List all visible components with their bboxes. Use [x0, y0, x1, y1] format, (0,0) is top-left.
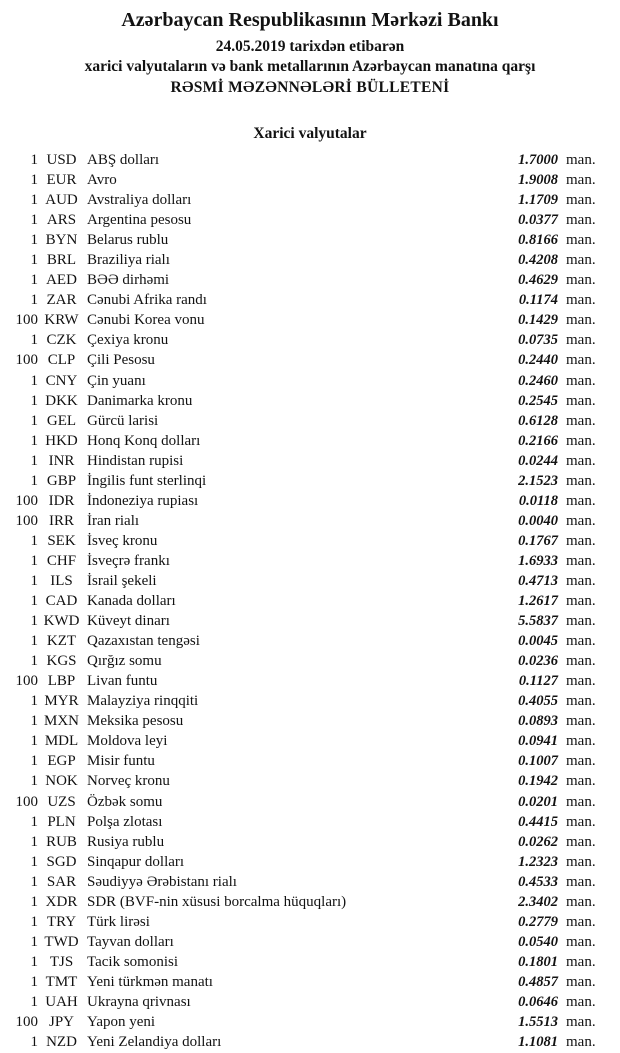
rate-cell: 2.3402 — [518, 893, 558, 910]
rate-cell: 0.4208 — [518, 252, 558, 269]
code-cell: SGD — [46, 853, 77, 870]
name-cell: BƏƏ dirhəmi — [87, 272, 170, 289]
rate-row — [0, 932, 602, 952]
name-cell: Misir funtu — [87, 753, 155, 770]
name-cell: Səudiyyə Ərəbistanı rialı — [87, 873, 237, 890]
unit-cell: man. — [566, 332, 596, 349]
bank-title: Azərbaycan Respublikasının Mərkəzi Bankı — [121, 9, 499, 31]
name-cell: Ukrayna qrivnası — [87, 993, 191, 1010]
code-cell: KRW — [44, 312, 79, 329]
unit-cell: man. — [566, 913, 596, 930]
unit-cell: man. — [566, 432, 596, 449]
rate-row — [0, 751, 602, 771]
qty-cell: 1 — [30, 292, 38, 309]
code-cell: PLN — [47, 813, 76, 830]
code-cell: ZAR — [46, 292, 77, 309]
section-title-foreign-currencies: Xarici valyutalar — [253, 125, 367, 142]
rate-row — [0, 371, 602, 391]
rate-cell: 0.0045 — [518, 633, 558, 650]
rate-row — [0, 611, 602, 631]
code-cell: CZK — [46, 332, 77, 349]
unit-cell: man. — [566, 753, 596, 770]
unit-cell: man. — [566, 552, 596, 569]
qty-cell: 1 — [30, 913, 38, 930]
rate-row — [0, 150, 602, 170]
rate-row — [0, 792, 602, 812]
rate-row — [0, 330, 602, 350]
code-cell: GEL — [46, 412, 77, 429]
unit-cell: man. — [566, 713, 596, 730]
qty-cell: 1 — [30, 613, 38, 630]
code-cell: BYN — [45, 232, 78, 249]
code-cell: SAR — [46, 873, 77, 890]
unit-cell: man. — [566, 1014, 596, 1031]
name-cell: ABŞ dolları — [87, 152, 160, 168]
rate-cell: 0.0236 — [518, 653, 558, 670]
name-cell: Çin yuanı — [87, 372, 146, 389]
code-cell: MYR — [44, 693, 79, 710]
rate-cell: 0.2545 — [518, 392, 558, 409]
rate-row — [0, 491, 602, 511]
rate-row — [0, 972, 602, 992]
name-cell: Gürcü larisi — [87, 412, 159, 429]
name-cell: Küveyt dinarı — [87, 613, 170, 630]
unit-cell: man. — [566, 572, 596, 589]
name-cell: Çili Pesosu — [87, 352, 155, 369]
qty-cell: 1 — [30, 953, 38, 970]
name-cell: İngilis funt sterlinqi — [87, 472, 207, 489]
rate-cell: 0.2440 — [518, 352, 558, 369]
rate-cell: 0.0377 — [518, 212, 558, 229]
name-cell: Cənubi Korea vonu — [87, 312, 205, 329]
qty-cell: 100 — [15, 1014, 38, 1031]
name-cell: Yeni türkmən manatı — [87, 973, 213, 990]
rate-row — [0, 731, 602, 751]
rate-row — [0, 170, 602, 190]
code-cell: CLP — [47, 352, 76, 369]
rate-row — [0, 350, 602, 370]
code-cell: EGP — [47, 753, 76, 770]
qty-cell: 1 — [30, 733, 38, 750]
rate-cell: 0.1942 — [518, 773, 558, 790]
code-cell: CAD — [45, 593, 78, 610]
code-cell: JPY — [48, 1014, 74, 1031]
subject-line: xarici valyutaların və bank metallarının Azərbaycan manatına qarşı — [84, 58, 536, 75]
name-cell: Qazaxıstan tengəsi — [87, 633, 200, 650]
unit-cell: man. — [566, 693, 596, 710]
qty-cell: 1 — [30, 552, 38, 569]
rate-cell: 1.7000 — [518, 152, 558, 168]
unit-cell: man. — [566, 172, 596, 189]
code-cell: DKK — [45, 392, 78, 409]
unit-cell: man. — [566, 973, 596, 990]
unit-cell: man. — [566, 232, 596, 249]
rate-row — [0, 892, 602, 912]
qty-cell: 1 — [30, 432, 38, 449]
rate-cell: 0.1801 — [518, 953, 558, 970]
code-cell: UAH — [45, 993, 78, 1010]
rate-cell: 1.6933 — [518, 552, 558, 569]
name-cell: SDR (BVF-nin xüsusi borcalma hüquqları) — [87, 893, 347, 910]
qty-cell: 100 — [15, 673, 38, 690]
unit-cell: man. — [566, 252, 596, 269]
unit-cell: man. — [566, 312, 596, 329]
unit-cell: man. — [566, 152, 596, 168]
qty-cell: 1 — [30, 973, 38, 990]
qty-cell: 1 — [30, 593, 38, 610]
code-cell: AUD — [45, 192, 78, 209]
unit-cell: man. — [566, 813, 596, 830]
rate-cell: 0.0735 — [518, 332, 558, 349]
rate-cell: 1.2323 — [518, 853, 558, 870]
qty-cell: 1 — [30, 392, 38, 409]
rate-row — [0, 551, 602, 571]
qty-cell: 1 — [30, 993, 38, 1010]
rate-cell: 0.0646 — [518, 993, 558, 1010]
unit-cell: man. — [566, 613, 596, 630]
name-cell: Tacik somonisi — [87, 953, 179, 970]
rate-row — [0, 591, 602, 611]
name-cell: Argentina pesosu — [87, 212, 192, 229]
rate-row — [0, 230, 602, 250]
rate-cell: 0.1127 — [518, 673, 558, 690]
qty-cell: 1 — [30, 372, 38, 389]
qty-cell: 1 — [30, 713, 38, 730]
rate-row — [0, 250, 602, 270]
code-cell: KGS — [46, 653, 77, 670]
rate-row — [0, 691, 602, 711]
name-cell: Avro — [87, 172, 117, 189]
unit-cell: man. — [566, 833, 596, 850]
qty-cell: 1 — [30, 572, 38, 589]
code-cell: TWD — [44, 933, 79, 950]
rate-row — [0, 852, 602, 872]
code-cell: XDR — [45, 893, 78, 910]
qty-cell: 1 — [30, 653, 38, 670]
rate-row — [0, 310, 602, 330]
code-cell: TJS — [49, 953, 74, 970]
unit-cell: man. — [566, 452, 596, 469]
unit-cell: man. — [566, 212, 596, 229]
name-cell: İndoneziya rupiası — [87, 492, 199, 509]
qty-cell: 1 — [30, 332, 38, 349]
qty-cell: 1 — [30, 192, 38, 209]
unit-cell: man. — [566, 593, 596, 610]
rate-cell: 0.4713 — [518, 572, 558, 589]
rate-cell: 5.5837 — [518, 613, 558, 630]
unit-cell: man. — [566, 873, 596, 890]
code-cell: USD — [46, 152, 77, 168]
qty-cell: 1 — [30, 633, 38, 650]
name-cell: Danimarka kronu — [87, 392, 193, 409]
code-cell: AED — [46, 272, 77, 289]
rate-cell: 0.0893 — [518, 713, 558, 730]
code-cell: EUR — [46, 172, 77, 189]
rate-row — [0, 270, 602, 290]
qty-cell: 1 — [30, 172, 38, 189]
rate-row — [0, 812, 602, 832]
qty-cell: 1 — [30, 272, 38, 289]
bulletin-title: RƏSMİ MƏZƏNNƏLƏRİ BÜLLETENİ — [170, 79, 450, 96]
rate-cell: 0.4533 — [518, 873, 558, 890]
code-cell: BRL — [46, 252, 77, 269]
name-cell: Meksika pesosu — [87, 713, 184, 730]
name-cell: Türk lirəsi — [87, 913, 150, 930]
code-cell: LBP — [47, 673, 76, 690]
code-cell: NZD — [46, 1034, 77, 1051]
rate-row — [0, 411, 602, 431]
name-cell: Qırğız somu — [87, 653, 162, 670]
rate-row — [0, 651, 602, 671]
rate-cell: 0.2779 — [518, 913, 558, 930]
rate-row — [0, 711, 602, 731]
qty-cell: 1 — [30, 773, 38, 790]
name-cell: Hindistan rupisi — [87, 452, 184, 469]
rate-row — [0, 872, 602, 892]
rate-cell: 0.0201 — [518, 793, 558, 810]
code-cell: CNY — [45, 372, 78, 389]
rate-cell: 0.8166 — [518, 232, 558, 249]
qty-cell: 1 — [30, 873, 38, 890]
name-cell: Norveç kronu — [87, 773, 170, 790]
unit-cell: man. — [566, 292, 596, 309]
rate-row — [0, 571, 602, 591]
rate-row — [0, 511, 602, 531]
qty-cell: 1 — [30, 933, 38, 950]
rate-cell: 1.5513 — [518, 1014, 558, 1031]
name-cell: Yapon yeni — [87, 1014, 156, 1031]
qty-cell: 1 — [30, 212, 38, 229]
name-cell: İran rialı — [87, 512, 140, 529]
rate-cell: 0.0262 — [518, 833, 558, 850]
code-cell: GBP — [46, 472, 77, 489]
rate-cell: 0.1767 — [518, 532, 558, 549]
name-cell: Rusiya rublu — [87, 833, 165, 850]
unit-cell: man. — [566, 993, 596, 1010]
qty-cell: 1 — [30, 412, 38, 429]
qty-cell: 1 — [30, 893, 38, 910]
name-cell: Honq Konq dolları — [87, 432, 201, 449]
name-cell: Avstraliya dolları — [87, 192, 192, 209]
rate-row — [0, 391, 602, 411]
code-cell: UZS — [47, 793, 76, 810]
rate-cell: 0.0540 — [518, 933, 558, 950]
rate-row — [0, 431, 602, 451]
rate-cell: 0.1174 — [518, 292, 558, 309]
rate-row — [0, 190, 602, 210]
rate-row — [0, 912, 602, 932]
name-cell: Kanada dolları — [87, 593, 176, 610]
unit-cell: man. — [566, 472, 596, 489]
rate-row — [0, 952, 602, 972]
code-cell: ILS — [50, 572, 73, 589]
code-cell: CHF — [46, 552, 77, 569]
name-cell: Yeni Zelandiya dolları — [87, 1034, 222, 1051]
name-cell: Belarus rublu — [87, 232, 169, 249]
rate-cell: 0.4415 — [518, 813, 558, 830]
rate-cell: 0.2166 — [518, 432, 558, 449]
name-cell: İsveçrə frankı — [87, 552, 170, 569]
qty-cell: 100 — [15, 492, 38, 509]
qty-cell: 1 — [30, 833, 38, 850]
unit-cell: man. — [566, 853, 596, 870]
qty-cell: 1 — [30, 152, 38, 168]
rate-cell: 0.4629 — [518, 272, 558, 289]
code-cell: HKD — [45, 432, 78, 449]
code-cell: MXN — [43, 713, 79, 730]
name-cell: Moldova leyi — [87, 733, 168, 750]
unit-cell: man. — [566, 773, 596, 790]
qty-cell: 1 — [30, 232, 38, 249]
name-cell: Malayziya rinqqiti — [87, 693, 199, 710]
rate-cell: 1.1081 — [518, 1034, 558, 1051]
name-cell: Cənubi Afrika randı — [87, 292, 207, 309]
unit-cell: man. — [566, 492, 596, 509]
name-cell: İsveç kronu — [87, 532, 158, 549]
rate-row — [0, 832, 602, 852]
qty-cell: 100 — [15, 793, 38, 810]
rate-cell: 0.4055 — [518, 693, 558, 710]
name-cell: Livan funtu — [87, 673, 158, 690]
unit-cell: man. — [566, 512, 596, 529]
name-cell: Tayvan dolları — [87, 933, 174, 950]
rate-cell: 0.0118 — [518, 492, 558, 509]
rate-row — [0, 992, 602, 1012]
unit-cell: man. — [566, 733, 596, 750]
code-cell: INR — [48, 452, 75, 469]
unit-cell: man. — [566, 793, 596, 810]
code-cell: KZT — [46, 633, 77, 650]
rate-row — [0, 451, 602, 471]
qty-cell: 100 — [15, 352, 38, 369]
rate-cell: 0.6128 — [518, 412, 558, 429]
code-cell: NOK — [45, 773, 78, 790]
code-cell: TMT — [45, 973, 78, 990]
rate-cell: 0.4857 — [518, 973, 558, 990]
qty-cell: 1 — [30, 853, 38, 870]
rate-cell: 0.0040 — [518, 512, 558, 529]
name-cell: Sinqapur dolları — [87, 853, 185, 870]
rate-row — [0, 631, 602, 651]
unit-cell: man. — [566, 893, 596, 910]
unit-cell: man. — [566, 933, 596, 950]
qty-cell: 1 — [30, 532, 38, 549]
unit-cell: man. — [566, 272, 596, 289]
rate-cell: 0.0941 — [518, 733, 558, 750]
rate-row — [0, 771, 602, 791]
rate-cell: 0.1007 — [518, 753, 558, 770]
rate-row — [0, 471, 602, 491]
unit-cell: man. — [566, 412, 596, 429]
qty-cell: 1 — [30, 452, 38, 469]
code-cell: KWD — [43, 613, 80, 630]
unit-cell: man. — [566, 352, 596, 369]
code-cell: RUB — [46, 833, 77, 850]
code-cell: MDL — [44, 733, 79, 750]
rate-row — [0, 531, 602, 551]
code-cell: TRY — [46, 913, 77, 930]
rate-row — [0, 290, 602, 310]
unit-cell: man. — [566, 392, 596, 409]
qty-cell: 100 — [15, 312, 38, 329]
rate-cell: 2.1523 — [518, 472, 558, 489]
qty-cell: 1 — [30, 753, 38, 770]
unit-cell: man. — [566, 1034, 596, 1051]
rate-row — [0, 1012, 602, 1032]
rate-row — [0, 671, 602, 691]
name-cell: Braziliya rialı — [87, 252, 170, 269]
unit-cell: man. — [566, 192, 596, 209]
effective-date-line: 24.05.2019 tarixdən etibarən — [215, 38, 405, 55]
qty-cell: 1 — [30, 252, 38, 269]
rate-cell: 0.1429 — [518, 312, 558, 329]
code-cell: SEK — [47, 532, 76, 549]
rate-row — [0, 210, 602, 230]
qty-cell: 1 — [30, 813, 38, 830]
qty-cell: 1 — [30, 693, 38, 710]
qty-cell: 100 — [15, 512, 38, 529]
qty-cell: 1 — [30, 1034, 38, 1051]
unit-cell: man. — [566, 633, 596, 650]
rate-row — [0, 1032, 602, 1052]
rates-table — [0, 150, 620, 1052]
unit-cell: man. — [566, 653, 596, 670]
name-cell: İsrail şekeli — [87, 572, 157, 589]
unit-cell: man. — [566, 673, 596, 690]
name-cell: Polşa zlotası — [87, 813, 163, 830]
name-cell: Çexiya kronu — [87, 332, 169, 349]
code-cell: ARS — [46, 212, 77, 229]
rate-cell: 0.0244 — [518, 452, 558, 469]
unit-cell: man. — [566, 953, 596, 970]
code-cell: IDR — [48, 492, 75, 509]
unit-cell: man. — [566, 532, 596, 549]
qty-cell: 1 — [30, 472, 38, 489]
code-cell: IRR — [48, 512, 74, 529]
unit-cell: man. — [566, 372, 596, 389]
name-cell: Özbək somu — [87, 793, 163, 810]
rate-cell: 1.1709 — [518, 192, 558, 209]
rate-cell: 1.9008 — [518, 172, 558, 189]
rate-cell: 0.2460 — [518, 372, 558, 389]
rate-cell: 1.2617 — [518, 593, 558, 610]
bulletin-header — [0, 0, 620, 98]
